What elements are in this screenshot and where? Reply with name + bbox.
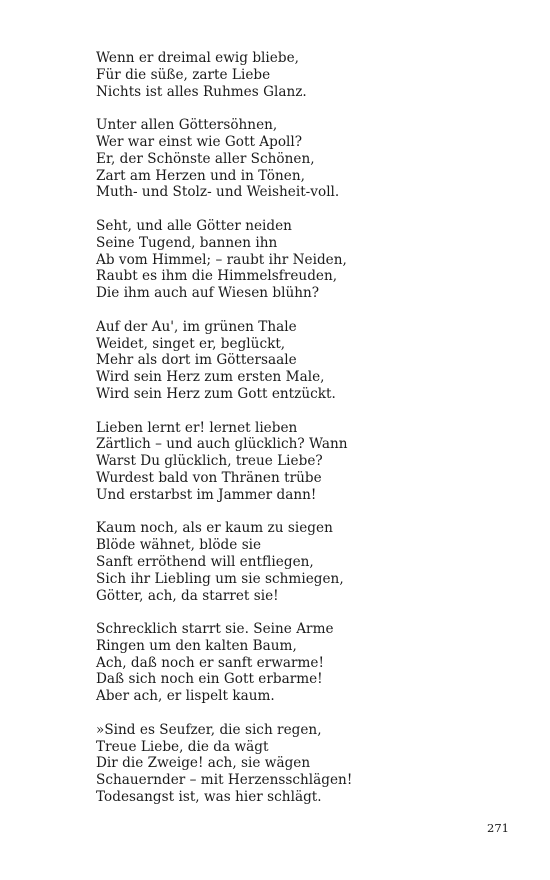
- verse-line: Ach, daß noch er sanft erwarme!: [96, 654, 324, 671]
- verse-line: Wird sein Herz zum Gott entzückt.: [96, 385, 336, 402]
- stanza: [96, 218, 516, 302]
- verse-line: Zärtlich – und auch glücklich? Wann: [96, 436, 348, 453]
- verse-line: Zart am Herzen und in Tönen,: [96, 167, 305, 184]
- verse-line: Weidet, singet er, beglückt,: [96, 335, 286, 352]
- poem-text: [96, 50, 516, 823]
- verse-line: Sanft erröthend will entfliegen,: [96, 553, 314, 570]
- verse-line: Blöde wähnet, blöde sie: [96, 537, 262, 554]
- verse-line: Warst Du glücklich, treue Liebe?: [96, 453, 323, 470]
- verse-line: Unter allen Göttersöhnen,: [96, 117, 278, 134]
- verse-line: Wird sein Herz zum ersten Male,: [96, 369, 325, 386]
- verse-line: Daß sich noch ein Gott erbarme!: [96, 671, 323, 688]
- verse-line: Nichts ist alles Ruhmes Glanz.: [96, 83, 307, 100]
- verse-line: Todesangst ist, was hier schlägt.: [96, 789, 322, 806]
- verse-line: Wurdest bald von Thränen trübe: [96, 469, 322, 486]
- stanza: [96, 50, 516, 100]
- stanza: [96, 722, 516, 806]
- verse-line: Die ihm auch auf Wiesen blühn?: [96, 285, 320, 302]
- verse-line: »Sind es Seufzer, die sich regen,: [96, 721, 322, 738]
- verse-line: Für die süße, zarte Liebe: [96, 66, 271, 83]
- stanza: [96, 420, 516, 504]
- stanza: [96, 117, 516, 201]
- stanza: [96, 319, 516, 403]
- verse-line: Er, der Schönste aller Schönen,: [96, 150, 315, 167]
- verse-line: Wer war einst wie Gott Apoll?: [96, 133, 303, 150]
- verse-line: Muth- und Stolz- und Weisheit-voll.: [96, 184, 340, 201]
- stanza: [96, 621, 516, 705]
- verse-line: Mehr als dort im Göttersaale: [96, 352, 297, 369]
- page-number: 271: [487, 821, 509, 835]
- verse-line: Raubt es ihm die Himmelsfreuden,: [96, 268, 338, 285]
- verse-line: Ringen um den kalten Baum,: [96, 637, 297, 654]
- verse-line: Schrecklich starrt sie. Seine Arme: [96, 621, 334, 638]
- verse-line: Seine Tugend, bannen ihn: [96, 234, 278, 251]
- verse-line: Kaum noch, als er kaum zu siegen: [96, 520, 333, 537]
- verse-line: Ab vom Himmel; – raubt ihr Neiden,: [96, 251, 347, 268]
- stanza: [96, 520, 516, 604]
- verse-line: Sich ihr Liebling um sie schmiegen,: [96, 570, 344, 587]
- verse-line: Treue Liebe, die da wägt: [96, 738, 269, 755]
- verse-line: Wenn er dreimal ewig bliebe,: [96, 50, 299, 66]
- verse-line: Auf der Au', im grünen Thale: [96, 318, 297, 335]
- verse-line: Aber ach, er lispelt kaum.: [96, 688, 275, 705]
- verse-line: Schauernder – mit Herzensschlägen!: [96, 772, 353, 789]
- verse-line: Seht, und alle Götter neiden: [96, 217, 292, 234]
- verse-line: Götter, ach, da starret sie!: [96, 587, 279, 604]
- verse-line: Und erstarbst im Jammer dann!: [96, 486, 317, 503]
- verse-line: Lieben lernt er! lernet lieben: [96, 419, 298, 436]
- verse-line: Dir die Zweige! ach, sie wägen: [96, 755, 311, 772]
